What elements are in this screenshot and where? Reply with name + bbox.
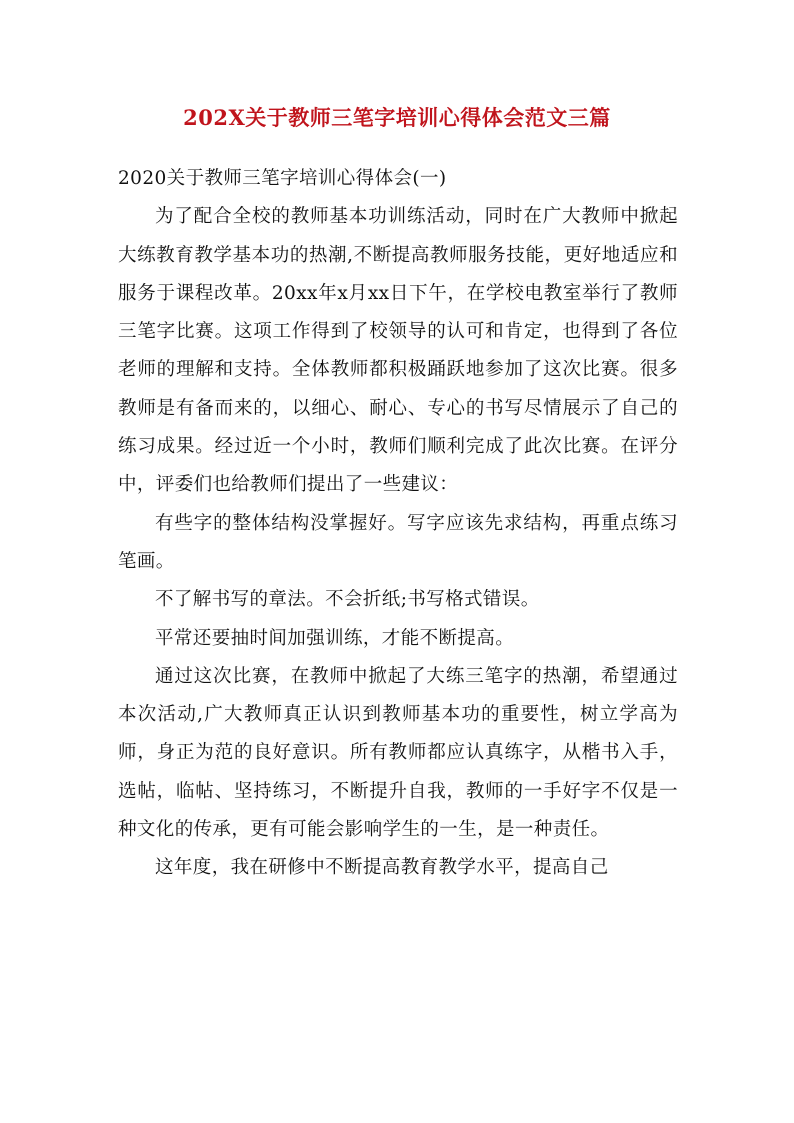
paragraph: 为了配合全校的教师基本功训练活动，同时在广大教师中掀起大练教育教学基本功的热潮,不断提高教师服务技能，更好地适应和服务于课程改革。20xx年x月xx日下午，在学校电教室举行了教师三笔字比赛。这项工作得到了校领导的认可和肯定，也得到了各位老师的理解和支持。全体教师都积极踊跃地参加了这次比赛。很多教师是有备而来的，以细心、耐心、专心的书写尽情展示了自己的练习成果。经过近一个小时，教师们顺利完成了此次比赛。在评分中，评委们也给教师们提出了一些建议： xyxy=(118,206,678,496)
document-body xyxy=(118,160,678,888)
paragraph: 这年度，我在研修中不断提高教育教学水平，提高自己 xyxy=(155,857,609,879)
section-heading: 2020关于教师三笔字培训心得体会(一) xyxy=(118,168,447,189)
paragraph: 平常还要抽时间加强训练，才能不断提高。 xyxy=(155,627,515,649)
paragraph: 通过这次比赛，在教师中掀起了大练三笔字的热潮，希望通过本次活动,广大教师真正认识到教师基本功的重要性，树立学高为师，身正为范的良好意识。所有教师都应认真练字，从楷书入手，选帖，临帖、坚持练习，不断提升自我，教师的一手好字不仅是一种文化的传承，更有可能会影响学生的一生，是一种责任。 xyxy=(118,665,678,841)
document-title: 202X关于教师三笔字培训心得体会范文三篇 xyxy=(183,105,611,130)
paragraph: 不了解书写的章法。不会折纸;书写格式错误。 xyxy=(155,589,540,611)
paragraph: 有些字的整体结构没掌握好。写字应该先求结构，再重点练习笔画。 xyxy=(118,512,678,572)
